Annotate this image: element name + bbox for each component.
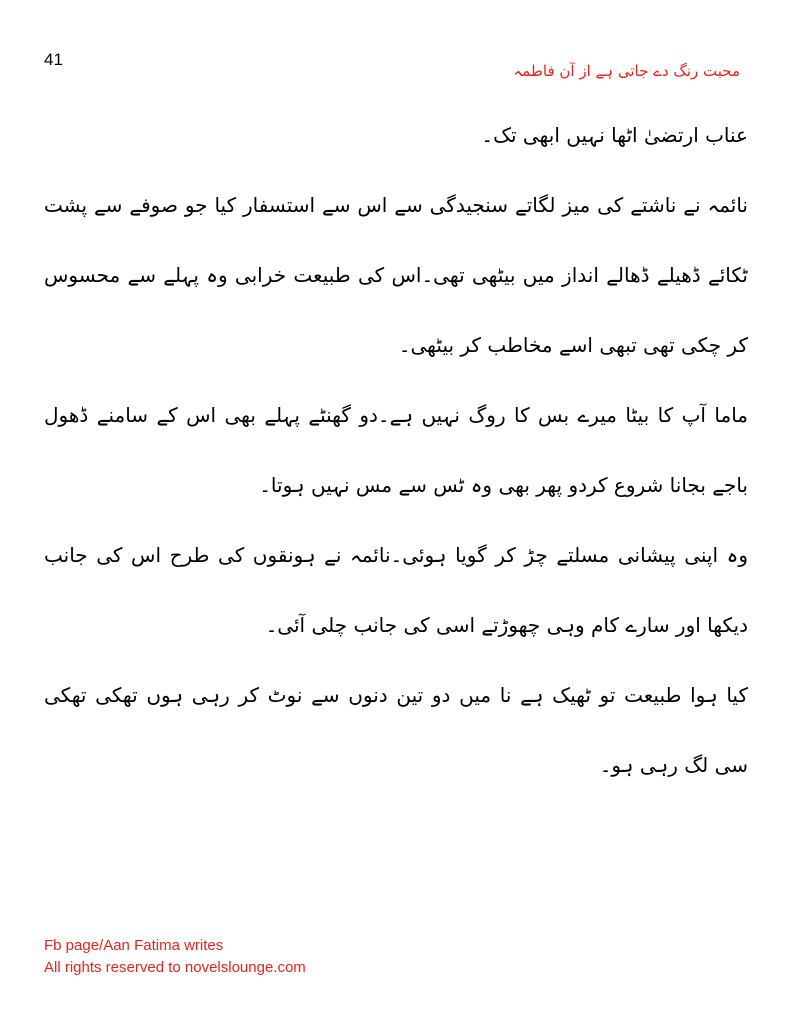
running-header: محبت رنگ دے جاتی ہے از آن فاطمہ: [513, 62, 740, 80]
footer-credits: [44, 935, 306, 979]
paragraph-3: ماما آپ کا بیٹا میرے بس کا روگ نہیں ہے۔دو گھنٹے پہلے بھی اس کے سامنے ڈھول باجے بجانا شروع کردو پھر بھی وہ ٹس سے مس نہیں ہوتا۔: [44, 403, 748, 497]
page-number: 41: [44, 50, 63, 69]
paragraph-4: وہ اپنی پیشانی مسلتے چڑ کر گویا ہوئی۔نائمہ نے ہونقوں کی طرح اس کی جانب دیکھا اور سارے کام وہی چھوڑتے اسی کی جانب چلی آئی۔: [44, 543, 748, 637]
footer-fb-page: Fb page/Aan Fatima writes: [44, 937, 224, 954]
paragraph-1: عناب ارتضیٰ اٹھا نہیں ابھی تک۔: [481, 123, 748, 147]
paragraph-5: کیا ہوا طبیعت تو ٹھیک ہے نا میں دو تین دنوں سے نوٹ کر رہی ہوں تھکی تھکی سی لگ رہی ہو۔: [44, 683, 748, 777]
paragraph-2: نائمہ نے ناشتے کی میز لگاتے سنجیدگی سے اس سے استسفار کیا جو صوفے سے پشت ٹکائے ڈھیلے ڈھالے انداز میں بیٹھی تھی۔اس کی طبیعت خرابی وہ پہلے سے محسوس کر چکی تھی تبھی اسے مخاطب کر بیٹھی۔: [44, 193, 748, 357]
footer-rights: All rights reserved to novelslounge.com: [44, 959, 306, 976]
story-body: [44, 100, 748, 800]
